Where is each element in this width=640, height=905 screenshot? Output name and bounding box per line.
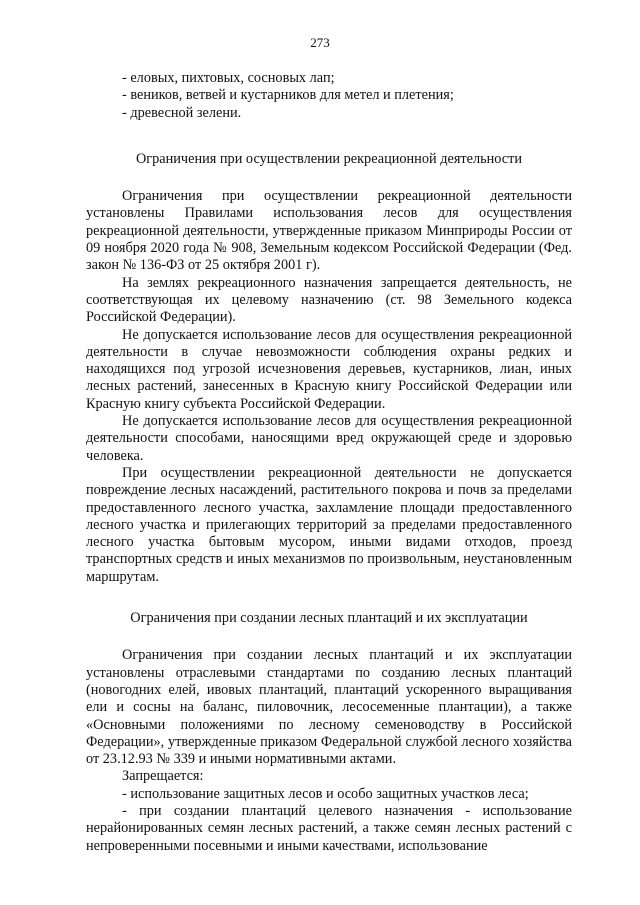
list-item: - древесной зелени. <box>122 104 242 121</box>
paragraph: Ограничения при осуществлении рекреационной деятельности установлены Правилами использования лесов для осуществления рекреационной деятельности, утвержденные приказом Минприроды России от 09 ноября 2020 года № 908, Земельным кодексом Российской Федерации (Фед. закон № 136-ФЗ от 25 октября 2001 г). <box>86 188 572 274</box>
paragraph: Запрещается: <box>122 768 204 785</box>
paragraph: Не допускается использование лесов для осуществления рекреационной деятельности в случае невозможности соблюдения охраны редких и находящихся под угрозой исчезновения деревьев, кустарников, лиан, иных лесных растений, занесенных в Красную книгу Российской Федерации или Красную книгу субъекта Российской Федерации. <box>86 326 572 412</box>
paragraph: - при создании плантаций целевого назначения - использование нерайонированных семян лесных растений, а также семян лесных растений с непроверенными посевными и иными качествами, использование <box>86 802 572 854</box>
section-heading-recreation: Ограничения при осуществлении рекреационной деятельности <box>135 150 523 167</box>
paragraph: На землях рекреационного назначения запрещается деятельность, не соответствующая их целевому назначению (ст. 98 Земельного кодекса Российской Федерации). <box>86 274 572 326</box>
paragraph: - использование защитных лесов и особо защитных участков леса; <box>122 785 529 802</box>
paragraph: Ограничения при создании лесных плантаций и их эксплуатации установлены отраслевыми стандартами по созданию лесных плантаций (новогодних елей, ивовых плантаций, плантаций ускоренного выращивания ели и сосны на баланс, пиловочник, лесосеменные плантации), а также «Основными положениями по лесному семеноводству в Российской Федерации», утвержденные приказом Федеральной службой лесного хозяйства от 23.12.93 № 339 и иными нормативными актами. <box>86 647 572 768</box>
section-heading-plantations: Ограничения при создании лесных плантаций и их эксплуатации <box>130 610 528 627</box>
paragraph: Не допускается использование лесов для осуществления рекреационной деятельности способами, наносящими вред окружающей среде и здоровью человека. <box>86 413 572 464</box>
page-number: 273 <box>310 35 330 50</box>
document-body <box>86 70 572 855</box>
list-item: - веников, ветвей и кустарников для метел и плетения; <box>122 87 454 104</box>
list-item: - еловых, пихтовых, сосновых лап; <box>122 70 335 86</box>
paragraph: При осуществлении рекреационной деятельности не допускается повреждение лесных насаждений, растительного покрова и почв за пределами предоставленного лесного участка, захламление площади предоставленного лесного участка и прилегающих территорий за пределами предоставленного лесного участка бытовым мусором, иными видами отходов, проезд транспортных средств и иных механизмов по произвольным, неустановленным маршрутам. <box>86 464 572 585</box>
